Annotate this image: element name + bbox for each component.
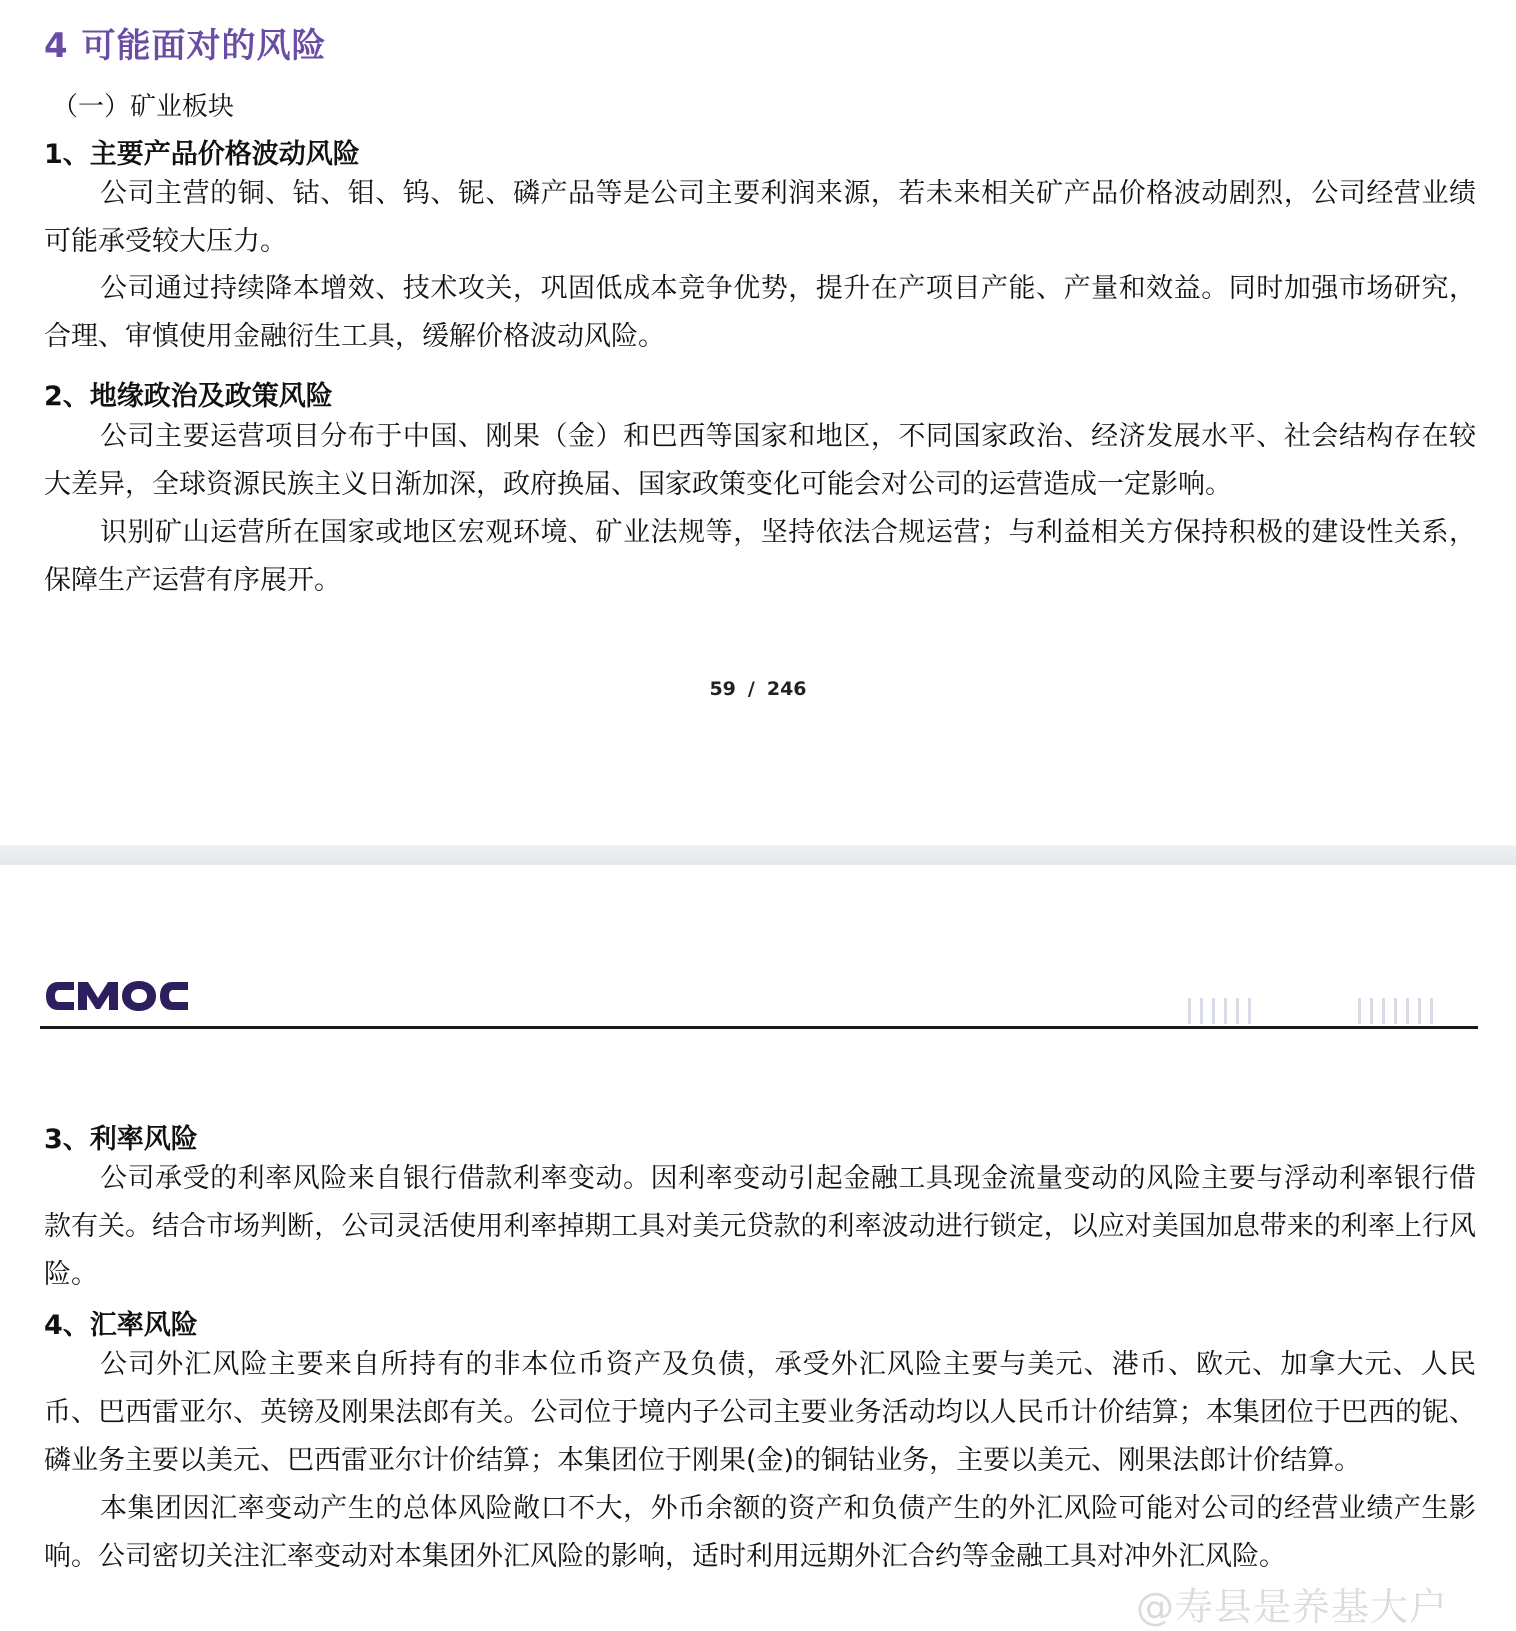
paragraph-fx-1: 公司外汇风险主要来自所持有的非本位币资产及负债，承受外汇风险主要与美元、港币、欧元、加拿大元、人民币、巴西雷亚尔、英镑及刚果法郎有关。公司位于境内子公司主要业务活动均以人民币计价结算；本集团位于巴西的铌、磷业务主要以美元、巴西雷亚尔计价结算；本集团位于刚果(金)的铜钴业务，主要以美元、刚果法郎计价结算。 xyxy=(44,1349,1476,1476)
watermark: @寿县是养基大户 xyxy=(1136,1585,1449,1629)
page-number xyxy=(0,678,1516,700)
paragraph-fx-2: 本集团因汇率变动产生的总体风险敞口不大，外币余额的资产和负债产生的外汇风险可能对公司的经营业绩产生影响。公司密切关注汇率变动对本集团外汇风险的影响，适时利用远期外汇合约等金融工具对冲外汇风险。 xyxy=(44,1493,1476,1572)
cmoc-logo xyxy=(44,978,190,1014)
paragraph-interest-1: 公司承受的利率风险来自银行借款利率变动。因利率变动引起金融工具现金流量变动的风险主要与浮动利率银行借款有关。结合市场判断，公司灵活使用利率掉期工具对美元贷款的利率波动进行锁定，以应对美国加息带来的利率上行风险。 xyxy=(44,1163,1476,1290)
document-page-60 xyxy=(0,865,1516,1627)
paragraph-price-1: 公司主营的铜、钴、钼、钨、铌、磷产品等是公司主要利润来源，若未来相关矿产品价格波动剧烈，公司经营业绩可能承受较大压力。 xyxy=(44,178,1476,257)
risk-heading-geopolitical: 2、地缘政治及政策风险 xyxy=(44,381,333,412)
section-title: 4 可能面对的风险 xyxy=(44,26,327,66)
page-total: 246 xyxy=(766,678,807,700)
risk-heading-interest: 3、利率风险 xyxy=(44,1124,198,1155)
page-separator-bar xyxy=(0,845,1516,865)
risk-heading-fx: 4、汇率风险 xyxy=(44,1310,198,1341)
subsection-heading: （一）矿业板块 xyxy=(52,92,235,122)
paragraph-geopolitical-2: 识别矿山运营所在国家或地区宏观环境、矿业法规等，坚持依法合规运营；与利益相关方保持积极的建设性关系，保障生产运营有序展开。 xyxy=(44,517,1476,596)
risk-heading-price: 1、主要产品价格波动风险 xyxy=(44,139,360,170)
header-decoration-left xyxy=(1188,998,1260,1024)
paragraph-geopolitical-1: 公司主要运营项目分布于中国、刚果（金）和巴西等国家和地区，不同国家政治、经济发展水平、社会结构存在较大差异，全球资源民族主义日渐加深，政府换届、国家政策变化可能会对公司的运营造成一定影响。 xyxy=(44,421,1476,500)
header-decoration-right xyxy=(1358,998,1442,1024)
paragraph-price-2: 公司通过持续降本增效、技术攻关，巩固低成本竞争优势，提升在产项目产能、产量和效益。同时加强市场研究，合理、审慎使用金融衍生工具，缓解价格波动风险。 xyxy=(44,273,1476,352)
page-current: 59 xyxy=(709,678,736,700)
header-rule xyxy=(40,1026,1478,1029)
page-separator: / xyxy=(747,678,755,700)
